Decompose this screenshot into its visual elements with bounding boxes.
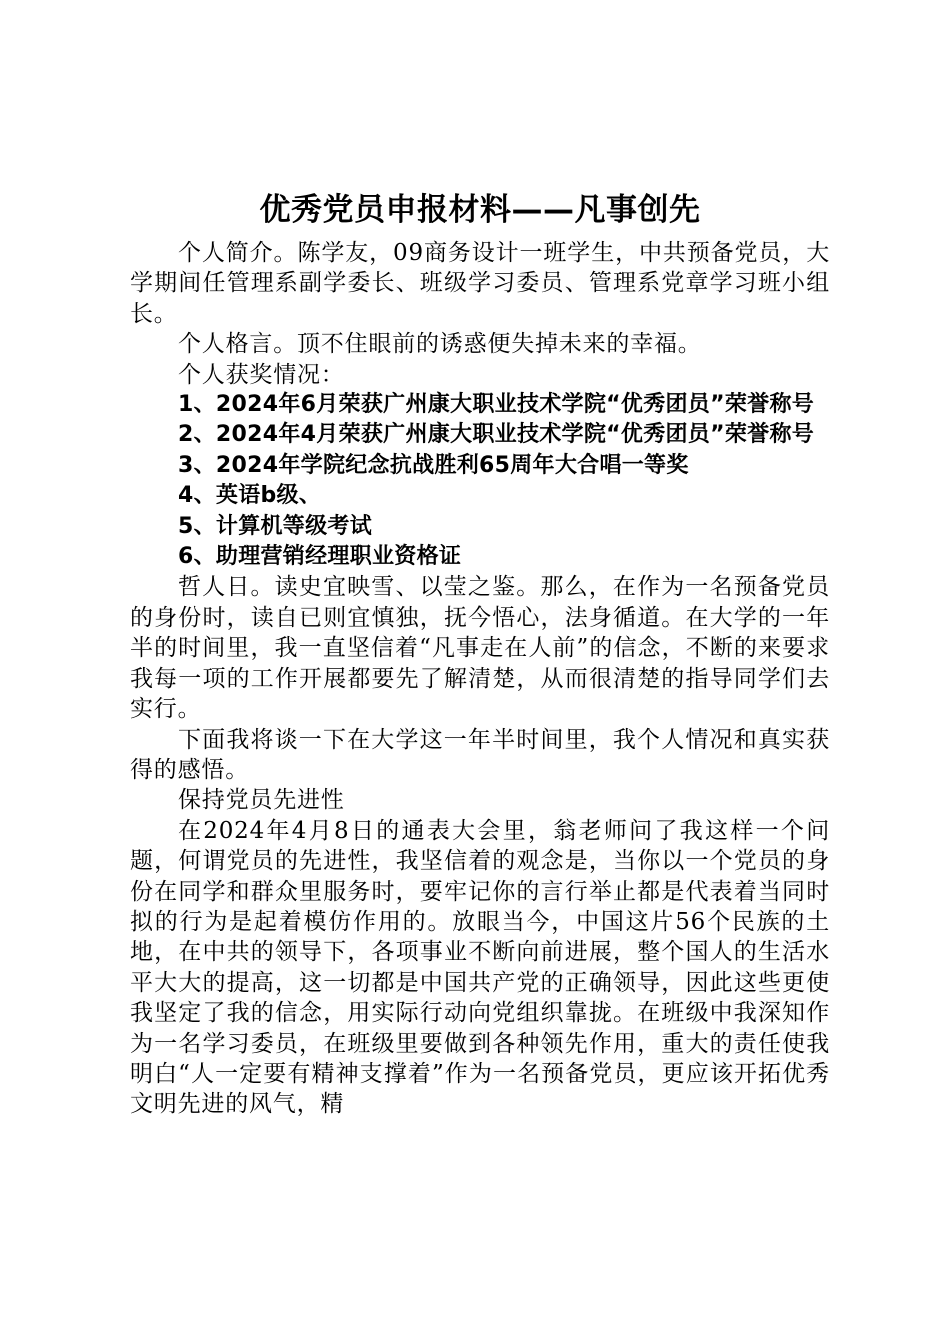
award-item-3: 3、2024年学院纪念抗战胜利65周年大合唱一等奖: [178, 452, 689, 478]
document-page: [130, 186, 830, 1120]
intro-paragraph: 个人简介。陈学友，09商务设计一班学生，中共预备党员，大学期间任管理系副学委长、班级学习委员、管理系党章学习班小组长。: [130, 240, 830, 327]
award-item-4: 4、英语b级、: [178, 483, 322, 509]
section-heading: 保持党员先进性: [178, 787, 345, 814]
award-item-2: 2、2024年4月荣获广州康大职业技术学院“优秀团员”荣誉称号: [178, 422, 815, 448]
body-paragraph-3: 在2024年4月8日的通表大会里，翁老师问了我这样一个问题，何谓党员的先进性，我坚信着的观念是，当你以一个党员的身份在同学和群众里服务时，要牢记你的言行举止都是代表着当同时拟的行为是起着模仿作用的。放眼当今，中国这片56个民族的土地，在中共的领导下，各项事业不断向前进展，整个国人的生活水平大大的提高，这一切都是中国共产党的正确领导，因此这些更使我坚定了我的信念，用实际行动向党组织靠拢。在班级中我深知作为一名学习委员，在班级里要做到各种领先作用，重大的责任使我明白“人一定要有精神支撑着”作为一名预备党员，更应该开拓优秀文明先进的风气，精: [130, 817, 830, 1118]
document-title: 优秀党员申报材料——凡事创先: [259, 192, 701, 228]
award-item-5: 5、计算机等级考试: [178, 513, 373, 539]
motto-paragraph: 个人格言。顶不住眼前的诱惑便失掉未来的幸福。: [178, 331, 702, 358]
award-item-1: 1、2024年6月荣获广州康大职业技术学院“优秀团员”荣誉称号: [178, 392, 815, 418]
body-paragraph-1: 哲人日。读史宜映雪、以莹之鉴。那么，在作为一名预备党员的身份时，读自已则宜慎独，抚今悟心，法身循道。在大学的一年半的时间里，我一直坚信着“凡事走在人前”的信念，不断的来要求我每一项的工作开展都要先了解清楚，从而很清楚的指导同学们去实行。: [130, 574, 830, 723]
award-item-6: 6、助理营销经理职业资格证: [178, 544, 462, 570]
awards-heading: 个人获奖情况：: [178, 361, 345, 388]
body-paragraph-2: 下面我将谈一下在大学这一年半时间里，我个人情况和真实获得的感悟。: [130, 726, 830, 783]
